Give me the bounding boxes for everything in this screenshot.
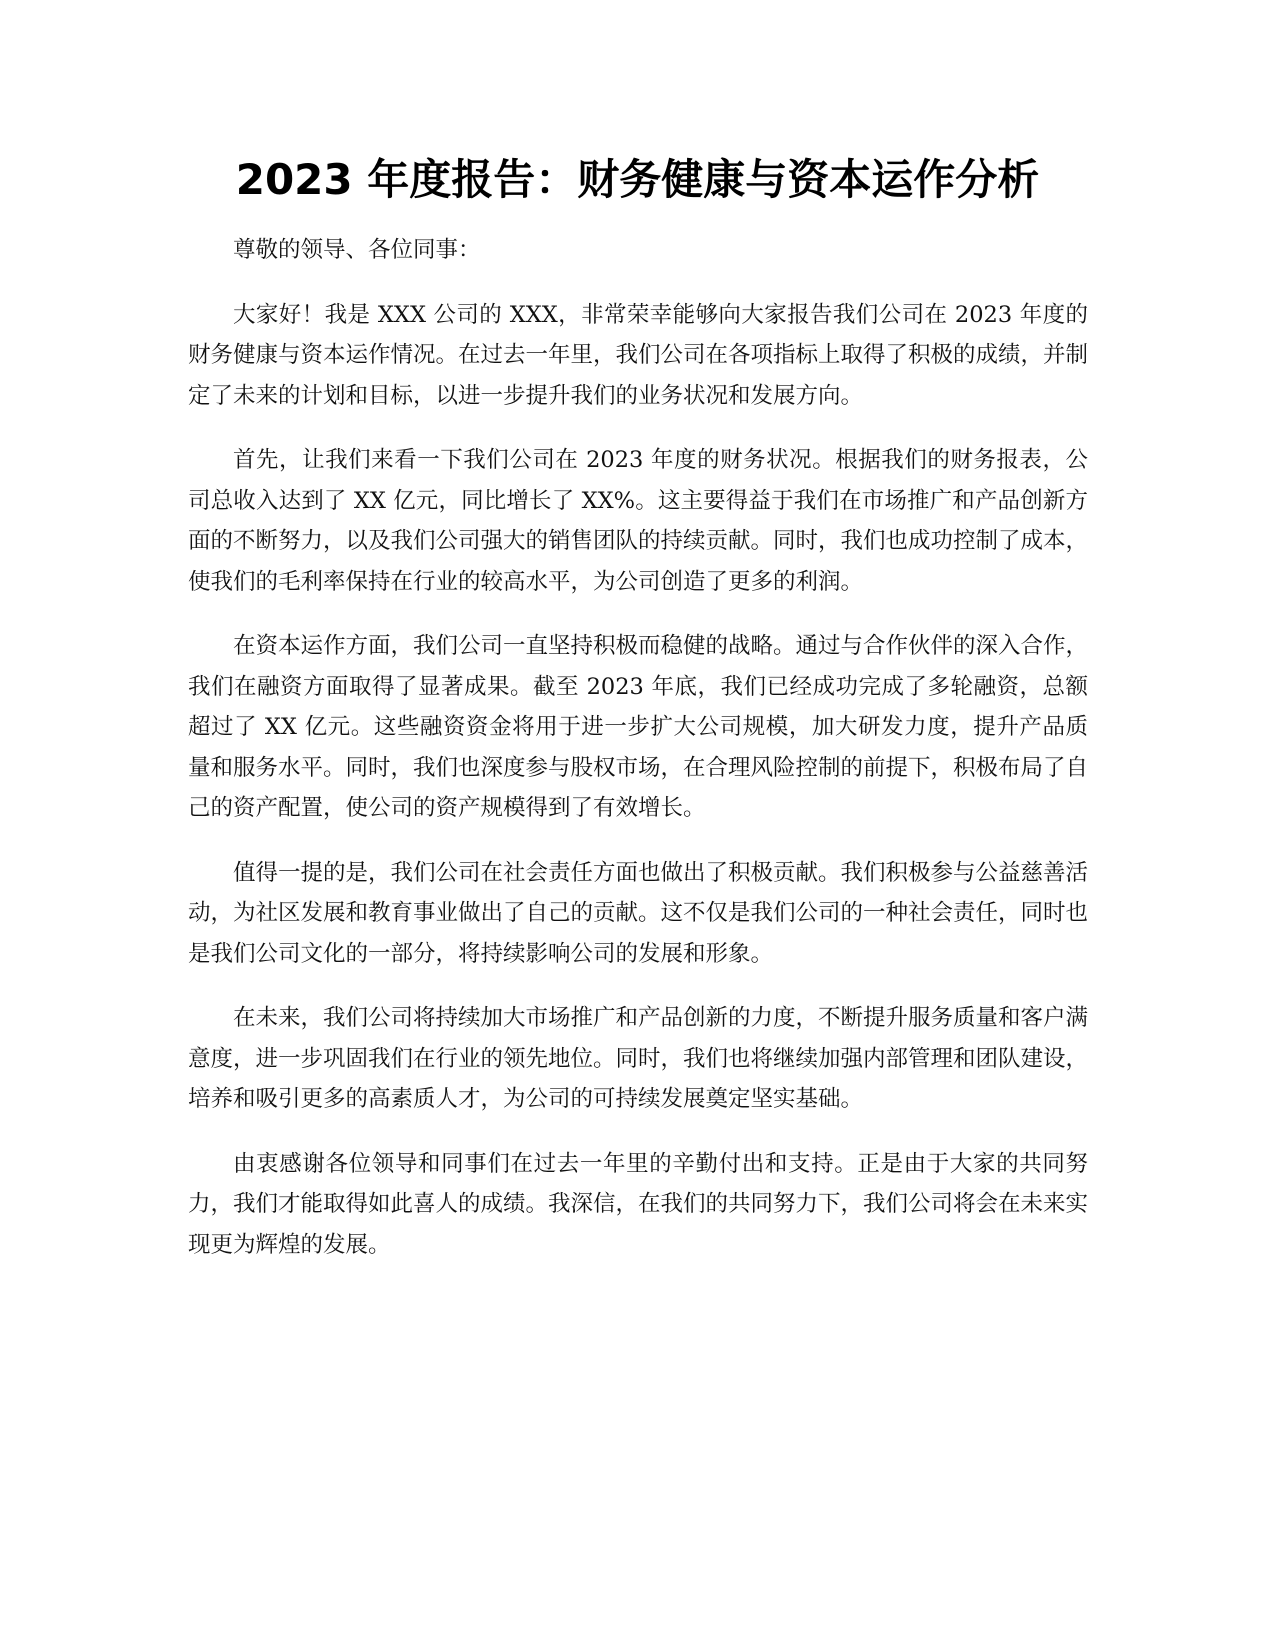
salutation-paragraph: 尊敬的领导、各位同事： bbox=[233, 237, 481, 263]
future-plans-paragraph: 在未来，我们公司将持续加大市场推广和产品创新的力度，不断提升服务质量和客户满意度，进一步巩固我们在行业的领先地位。同时，我们也将继续加强内部管理和团队建设，培养和吸引更多的高素质人才，为公司的可持续发展奠定坚实基础。 bbox=[188, 1005, 1089, 1112]
social-responsibility-paragraph: 值得一提的是，我们公司在社会责任方面也做出了积极贡献。我们积极参与公益慈善活动，为社区发展和教育事业做出了自己的贡献。这不仅是我们公司的一种社会责任，同时也是我们公司文化的一部分，将持续影响公司的发展和形象。 bbox=[188, 859, 1089, 967]
document-title: 2023 年度报告：财务健康与资本运作分析 bbox=[235, 155, 1040, 204]
introduction-paragraph: 大家好！我是 XXX 公司的 XXX，非常荣幸能够向大家报告我们公司在 2023 年度的财务健康与资本运作情况。在过去一年里，我们公司在各项指标上取得了积极的成绩，并制定了未来的计划和目标，以进一步提升我们的业务状况和发展方向。 bbox=[188, 301, 1089, 409]
capital-operations-paragraph: 在资本运作方面，我们公司一直坚持积极而稳健的战略。通过与合作伙伴的深入合作，我们在融资方面取得了显著成果。截至 2023 年底，我们已经成功完成了多轮融资，总额超过了 XX 亿元。这些融资资金将用于进一步扩大公司规模，加大研发力度，提升产品质量和服务水平。同时，我们也深度参与股权市场，在合理风险控制的前提下，积极布局了自己的资产配置，使公司的资产规模得到了有效增长。 bbox=[188, 633, 1089, 821]
financial-status-paragraph: 首先，让我们来看一下我们公司在 2023 年度的财务状况。根据我们的财务报表，公司总收入达到了 XX 亿元，同比增长了 XX%。这主要得益于我们在市场推广和产品创新方面的不断努力，以及我们公司强大的销售团队的持续贡献。同时，我们也成功控制了成本，使我们的毛利率保持在行业的较高水平，为公司创造了更多的利润。 bbox=[188, 447, 1089, 595]
closing-paragraph: 由衷感谢各位领导和同事们在过去一年里的辛勤付出和支持。正是由于大家的共同努力，我们才能取得如此喜人的成绩。我深信，在我们的共同努力下，我们公司将会在未来实现更为辉煌的发展。 bbox=[188, 1150, 1089, 1258]
document-body bbox=[188, 230, 1088, 1289]
